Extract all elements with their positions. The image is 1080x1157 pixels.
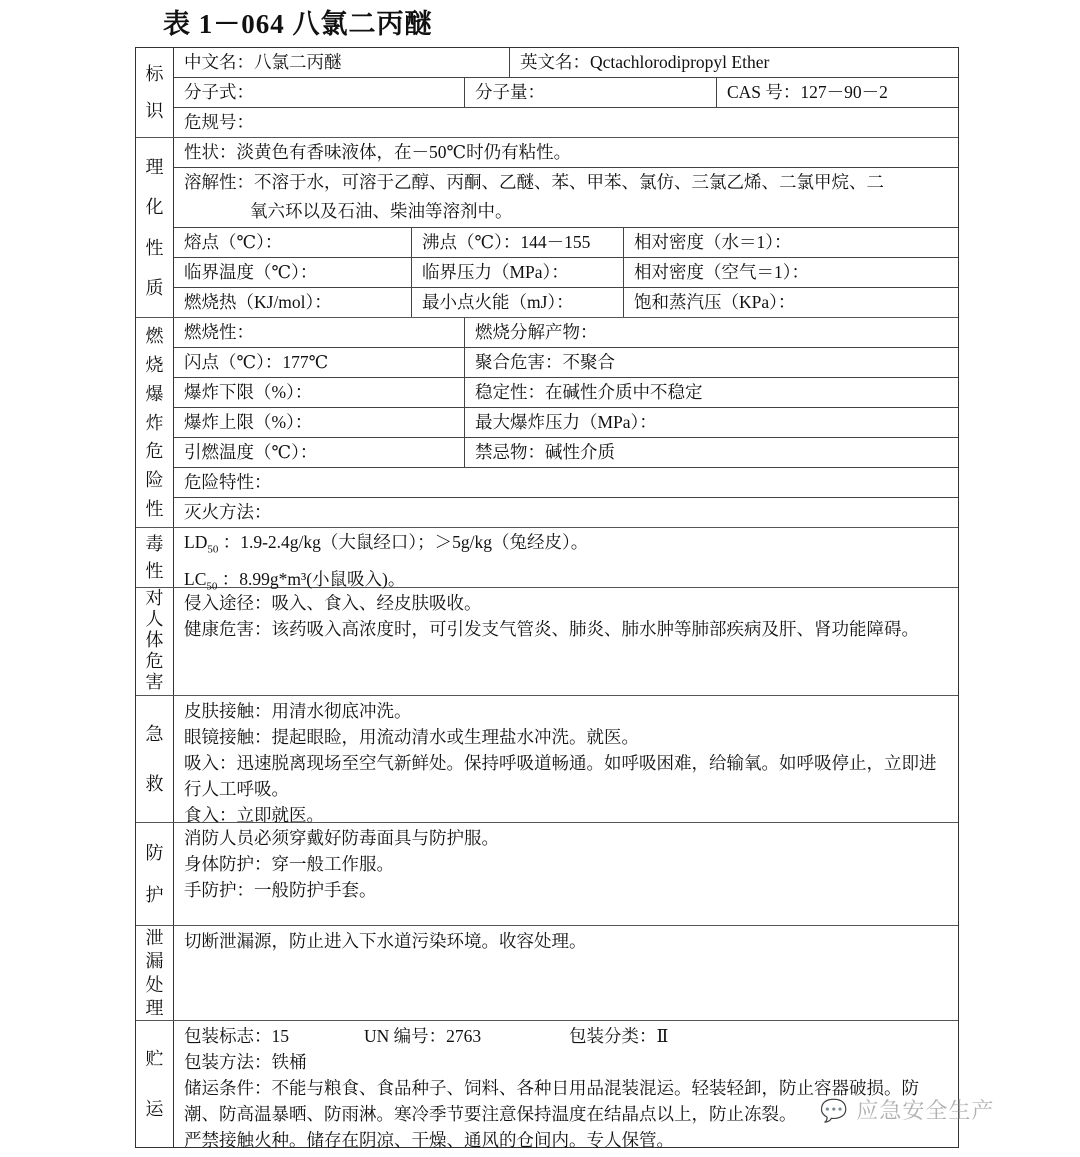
fire-cell: 闪点（℃）：177℃	[184, 352, 329, 372]
fire-cell: 燃烧性：	[184, 322, 254, 342]
section-protection	[136, 822, 958, 925]
section-identification	[136, 48, 958, 137]
ld-sub: 50	[207, 543, 219, 556]
label-char: 护	[145, 884, 164, 905]
section-toxicity	[136, 527, 958, 592]
label-char: 危	[145, 441, 164, 462]
label-char: 处	[145, 974, 164, 995]
label-char: 性	[145, 561, 164, 581]
solubility-line: 溶解性：不溶于水，可溶于乙醇、丙酮、乙醚、苯、甲苯、氯仿、三氯乙烯、二氯甲烷、二	[184, 172, 884, 192]
fire-cell: 爆炸上限（%）：	[184, 412, 313, 432]
lc-label: LC	[184, 568, 207, 589]
ld50	[184, 528, 950, 565]
msds-table	[135, 47, 959, 1148]
min-ignition-energy: 最小点火能（mJ）：	[411, 288, 623, 317]
label-char: 爆	[145, 383, 164, 404]
label-char: 烧	[145, 354, 164, 375]
cn-name: 中文名：八氯二丙醚	[184, 52, 342, 72]
text-line: 身体防护：穿一般工作服。	[184, 854, 394, 874]
fire-cell: 稳定性：在碱性介质中不稳定	[464, 378, 958, 407]
wechat-icon: 💬	[820, 1099, 849, 1124]
fire-cell: 燃烧分解产物：	[464, 318, 958, 347]
label-char: 对	[145, 588, 164, 608]
label-char: 危	[145, 651, 164, 671]
label-char: 炸	[145, 412, 164, 433]
en-name: 英文名：Qctachlorodipropyl Ether	[509, 48, 958, 77]
ld-label: LD	[184, 532, 208, 552]
packing-info	[184, 1023, 950, 1049]
section-first-aid	[136, 695, 958, 825]
label-char: 泄	[145, 928, 164, 949]
lc-sub: 50	[206, 580, 218, 592]
section-label	[136, 588, 174, 695]
boiling-point: 沸点（℃）：144－155	[411, 228, 623, 257]
critical-temperature: 临界温度（℃）：	[184, 262, 318, 282]
label-char: 性	[145, 499, 164, 520]
cas-number: CAS 号：127－90－2	[716, 78, 958, 107]
text-line: 储运条件：不能与粮食、食品种子、饲料、各种日用品混装混运。轻装轻卸，防止容器破损。防潮、防高温暴晒、防雨淋。寒冷季节要注意保持温度在结晶点以上，防止冻裂。	[184, 1078, 919, 1124]
section-label	[136, 528, 174, 587]
label-char: 运	[145, 1098, 164, 1119]
lc-text: ：8.99g*m³(小鼠吸入)。	[221, 568, 406, 589]
label-char: 救	[145, 773, 164, 794]
appearance: 性状：淡黄色有香味液体，在－50℃时仍有粘性。	[184, 142, 572, 162]
label-char: 人	[145, 609, 164, 629]
label-char: 理	[145, 157, 164, 178]
section-label	[136, 696, 174, 822]
section-health	[136, 587, 958, 695]
label-char: 毒	[145, 534, 164, 554]
label-char: 化	[145, 197, 164, 218]
fire-cell: 爆炸下限（%）：	[184, 382, 313, 402]
hazard-characteristics: 危险特性：	[184, 472, 272, 492]
label-char: 燃	[145, 325, 164, 346]
label-char: 体	[145, 630, 164, 650]
text-line: 切断泄漏源，防止进入下水道污染环境。收容处理。	[184, 931, 587, 951]
solubility	[174, 168, 958, 226]
section-label	[136, 823, 174, 925]
un-number: UN 编号：2763	[364, 1026, 482, 1046]
page-title: 表 1－064 八氯二丙醚	[163, 9, 433, 39]
text-line: 侵入途径：吸入、食入、经皮肤吸收。	[184, 593, 482, 613]
section-leak	[136, 925, 958, 1020]
section-label	[136, 138, 174, 317]
label-char: 理	[145, 997, 164, 1018]
critical-pressure: 临界压力（MPa）：	[411, 258, 623, 287]
label-char: 急	[145, 724, 164, 745]
formula: 分子式：	[184, 82, 254, 102]
section-label	[136, 48, 174, 137]
pack-mark: 包装标志：15	[184, 1026, 289, 1046]
hazard-number: 危规号：	[184, 112, 254, 132]
fire-cell: 最大爆炸压力（MPa）：	[464, 408, 958, 437]
vapor-pressure: 饱和蒸汽压（KPa）：	[623, 288, 958, 317]
fire-cell: 聚合危害：不聚合	[464, 348, 958, 377]
label-char: 贮	[145, 1049, 164, 1070]
section-storage	[136, 1020, 958, 1150]
text-line: 严禁接触火种。储存在阴凉、干燥、通风的仓间内。专人保管。	[184, 1130, 674, 1150]
relative-density-water: 相对密度（水＝1）：	[623, 228, 958, 257]
label-char: 性	[145, 237, 164, 258]
section-label	[136, 1021, 174, 1147]
relative-density-air: 相对密度（空气＝1）：	[623, 258, 958, 287]
label-char: 识	[145, 101, 164, 121]
section-label	[136, 926, 174, 1020]
text-line: 食入：立即就医。	[184, 805, 324, 825]
combustion-heat: 燃烧热（KJ/mol）：	[184, 292, 332, 312]
text-line: 吸入：迅速脱离现场至空气新鲜处。保持呼吸道畅通。如呼吸困难，给输氧。如呼吸停止，立即进行人工呼吸。	[184, 753, 937, 799]
text-line: 消防人员必须穿戴好防毒面具与防护服。	[184, 828, 499, 848]
fire-cell: 禁忌物：碱性介质	[464, 438, 958, 467]
text-line: 包装方法：铁桶	[184, 1052, 307, 1072]
section-physical	[136, 137, 958, 317]
text-line: 眼镜接触：提起眼睑，用流动清水或生理盐水冲洗。就医。	[184, 727, 639, 747]
label-char: 害	[145, 672, 164, 692]
section-label	[136, 318, 174, 527]
text-line: 健康危害：该药吸入高浓度时，可引发支气管炎、肺炎、肺水肿等肺部疾病及肝、肾功能障碍。	[184, 619, 919, 639]
text-line: 手防护：一般防护手套。	[184, 880, 377, 900]
label-char: 质	[145, 277, 164, 298]
watermark	[820, 1094, 994, 1125]
section-fire	[136, 317, 958, 527]
label-char: 险	[145, 470, 164, 491]
label-char: 防	[145, 843, 164, 864]
watermark-text: 应急安全生产	[856, 1099, 995, 1124]
label-char: 标	[145, 64, 164, 84]
extinguishing-method: 灭火方法：	[184, 502, 272, 522]
ld-text: ：1.9-2.4g/kg（大鼠经口）；＞5g/kg（兔经皮）。	[222, 532, 589, 552]
label-char: 漏	[145, 951, 164, 972]
text-line: 皮肤接触：用清水彻底冲洗。	[184, 701, 412, 721]
molecular-weight: 分子量：	[464, 78, 716, 107]
solubility-line: 氧六环以及石油、柴油等溶剂中。	[250, 201, 513, 221]
melting-point: 熔点（℃）：	[184, 232, 283, 252]
fire-cell: 引燃温度（℃）：	[184, 442, 318, 462]
pack-class: 包装分类：Ⅱ	[569, 1026, 669, 1046]
